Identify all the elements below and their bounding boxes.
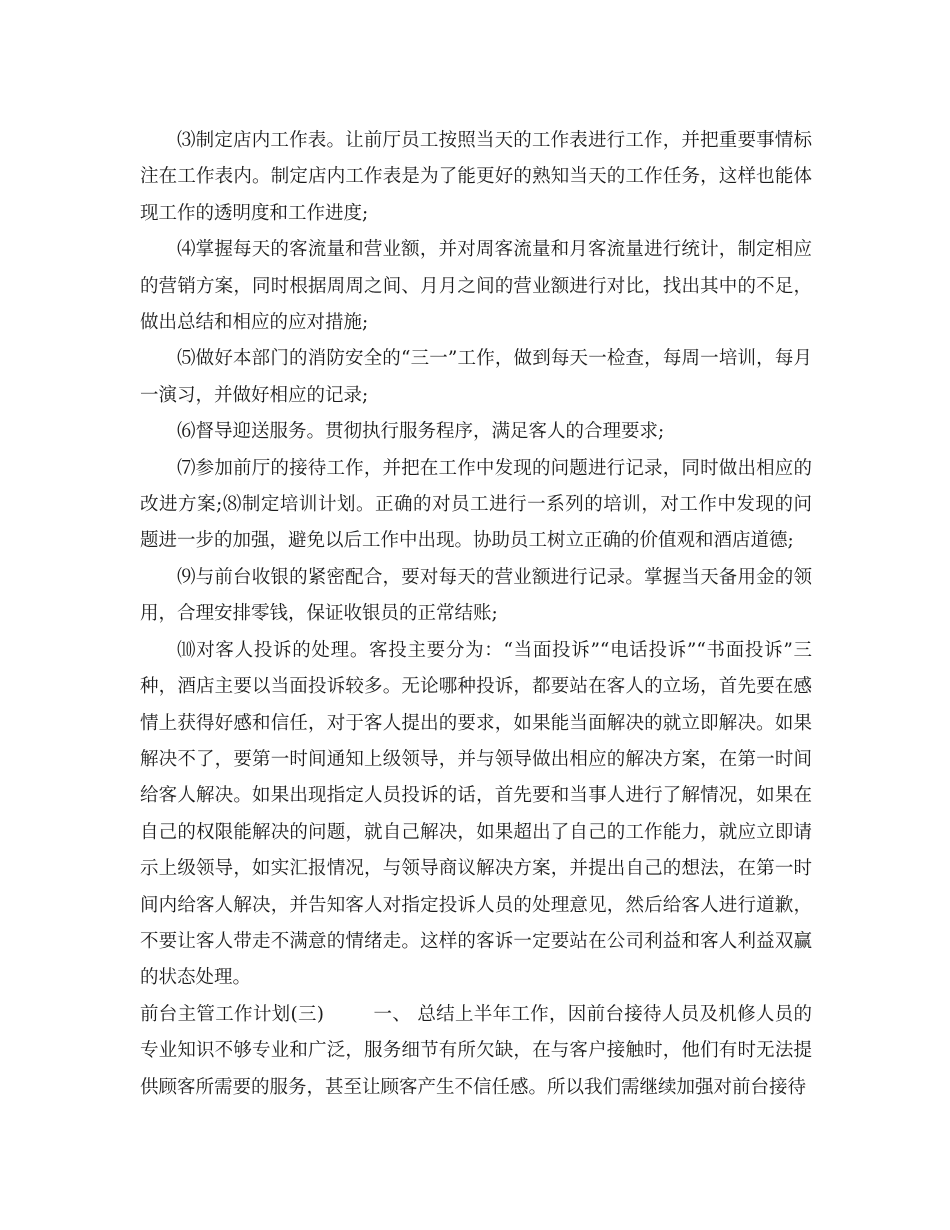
document-body [140,123,812,1106]
paragraph-item-3: ⑶制定店内工作表。让前厅员工按照当天的工作表进行工作，并把重要事情标注在工作表内。制定店内工作表是为了能更好的熟知当天的工作任务，这样也能体现工作的透明度和工作进度; [140,130,812,224]
section-paragraph [140,997,812,1106]
paragraph-item-9: ⑼与前台收银的紧密配合，要对每天的营业额进行记录。掌握当天备用金的领用，合理安排零钱，保证收银员的正常结账; [140,566,812,625]
paragraph-item-10: ⑽对客人投诉的处理。客投主要分为：“当面投诉”“电话投诉”“书面投诉”三种，酒店主要以当面投诉较多。无论哪种投诉，都要站在客人的立场，首先要在感情上获得好感和信任，对于客人提出的要求，如果能当面解决的就立即解决。如果解决不了，要第一时间通知上级领导，并与领导做出相应的解决方案，在第一时间给客人解决。如果出现指定人员投诉的话，首先要和当事人进行了解情况，如果在自己的权限能解决的问题，就自己解决，如果超出了自己的工作能力，就应立即请示上级领导，如实汇报情况，与领导商议解决方案，并提出自己的想法，在第一时间内给客人解决，并告知客人对指定投诉人员的处理意见，然后给客人进行道歉，不要让客人带走不满意的情绪走。这样的客诉一定要站在公司利益和客人利益双赢的状态处理。 [140,639,812,989]
paragraph-item-7-8: ⑺参加前厅的接待工作，并把在工作中发现的问题进行记录，同时做出相应的改进方案;⑻制定培训计划。正确的对员工进行一系列的培训，对工作中发现的问题进一步的加强，避免以后工作中出现。协助员工树立正确的价值观和酒店道德; [140,457,812,552]
paragraph-item-6: ⑹督导迎送服务。贯彻执行服务程序，满足客人的合理要求; [177,421,665,443]
section-gap [324,1004,374,1025]
paragraph-item-4: ⑷掌握每天的客流量和营业额，并对周客流量和月客流量进行统计，制定相应的营销方案，同时根据周周之间、月月之间的营业额进行对比，找出其中的不足，做出总结和相应的应对措施; [140,239,812,334]
section-text: 一、 总结上半年工作，因前台接待人员及机修人员的专业知识不够专业和广泛，服务细节有所欠缺，在与客户接触时，他们有时无法提供顾客所需要的服务，甚至让顾客产生不信任感。所以我们需继续加强对前台接待 [140,1003,812,1098]
paragraph-item-5: ⑸做好本部门的消防安全的“三一”工作，做到每天一检查，每周一培训，每月一演习，并做好相应的记录; [140,348,812,406]
section-heading: 前台主管工作计划(三) [140,1003,325,1025]
